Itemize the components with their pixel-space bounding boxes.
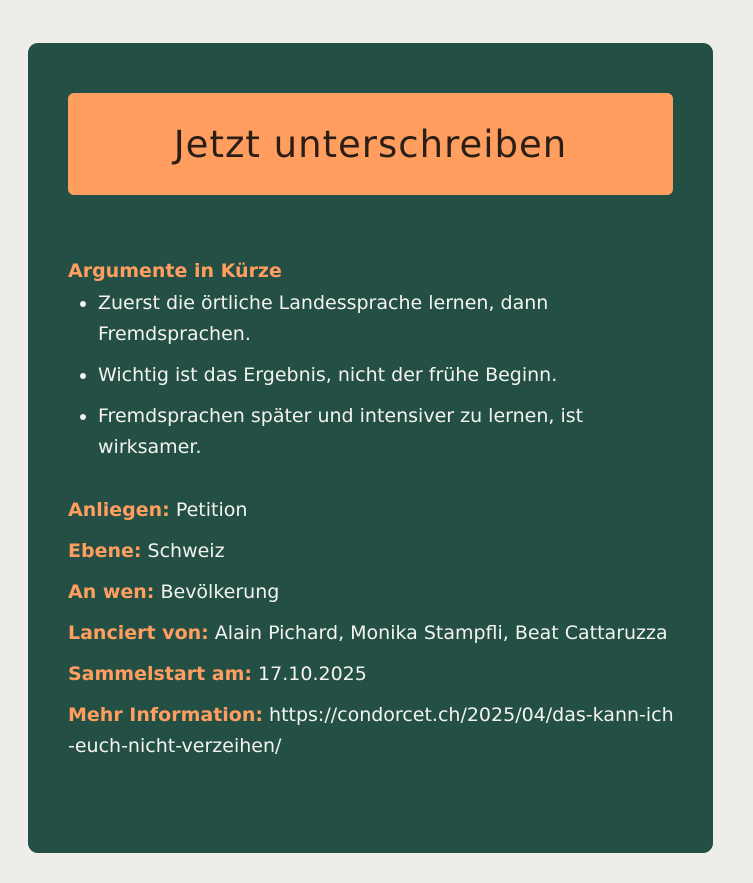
detail-label: Lanciert von:: [68, 622, 209, 644]
arguments-list: [68, 288, 678, 463]
detail-lanciert-von: [68, 618, 678, 649]
detail-sammelstart: [68, 659, 678, 690]
detail-value: Petition: [175, 499, 248, 521]
argument-item: Wichtig ist das Ergebnis, nicht der frühe Beginn.: [68, 360, 678, 391]
detail-value: Bevölkerung: [160, 581, 280, 603]
argument-item: Zuerst die örtliche Landessprache lernen, dann Fremdsprachen.: [68, 288, 678, 350]
detail-label: Sammelstart am:: [68, 663, 252, 685]
arguments-title: Argumente in Kürze: [68, 260, 282, 282]
detail-value: 17.10.2025: [258, 663, 367, 685]
detail-an-wen: [68, 577, 678, 608]
argument-item: Fremdsprachen später und intensiver zu lernen, ist wirksamer.: [68, 401, 678, 463]
detail-label: Anliegen:: [68, 499, 170, 521]
detail-value: Alain Pichard, Monika Stampfli, Beat Cattaruzza: [214, 622, 668, 644]
petition-details: [68, 495, 678, 772]
detail-label: Mehr Information:: [68, 704, 263, 726]
detail-ebene: [68, 536, 678, 567]
detail-anliegen: [68, 495, 678, 526]
detail-label: An wen:: [68, 581, 155, 603]
sign-now-button[interactable]: Jetzt unterschreiben: [68, 93, 673, 195]
detail-value: Schweiz: [147, 540, 225, 562]
more-info-link[interactable]: https://condorcet.ch/2025/04/das-kann-ich-euch-nicht-verzeihen/: [68, 704, 674, 757]
detail-mehr-information: [68, 700, 678, 762]
detail-label: Ebene:: [68, 540, 142, 562]
arguments-section: [68, 258, 678, 473]
petition-info-card: [28, 43, 713, 853]
